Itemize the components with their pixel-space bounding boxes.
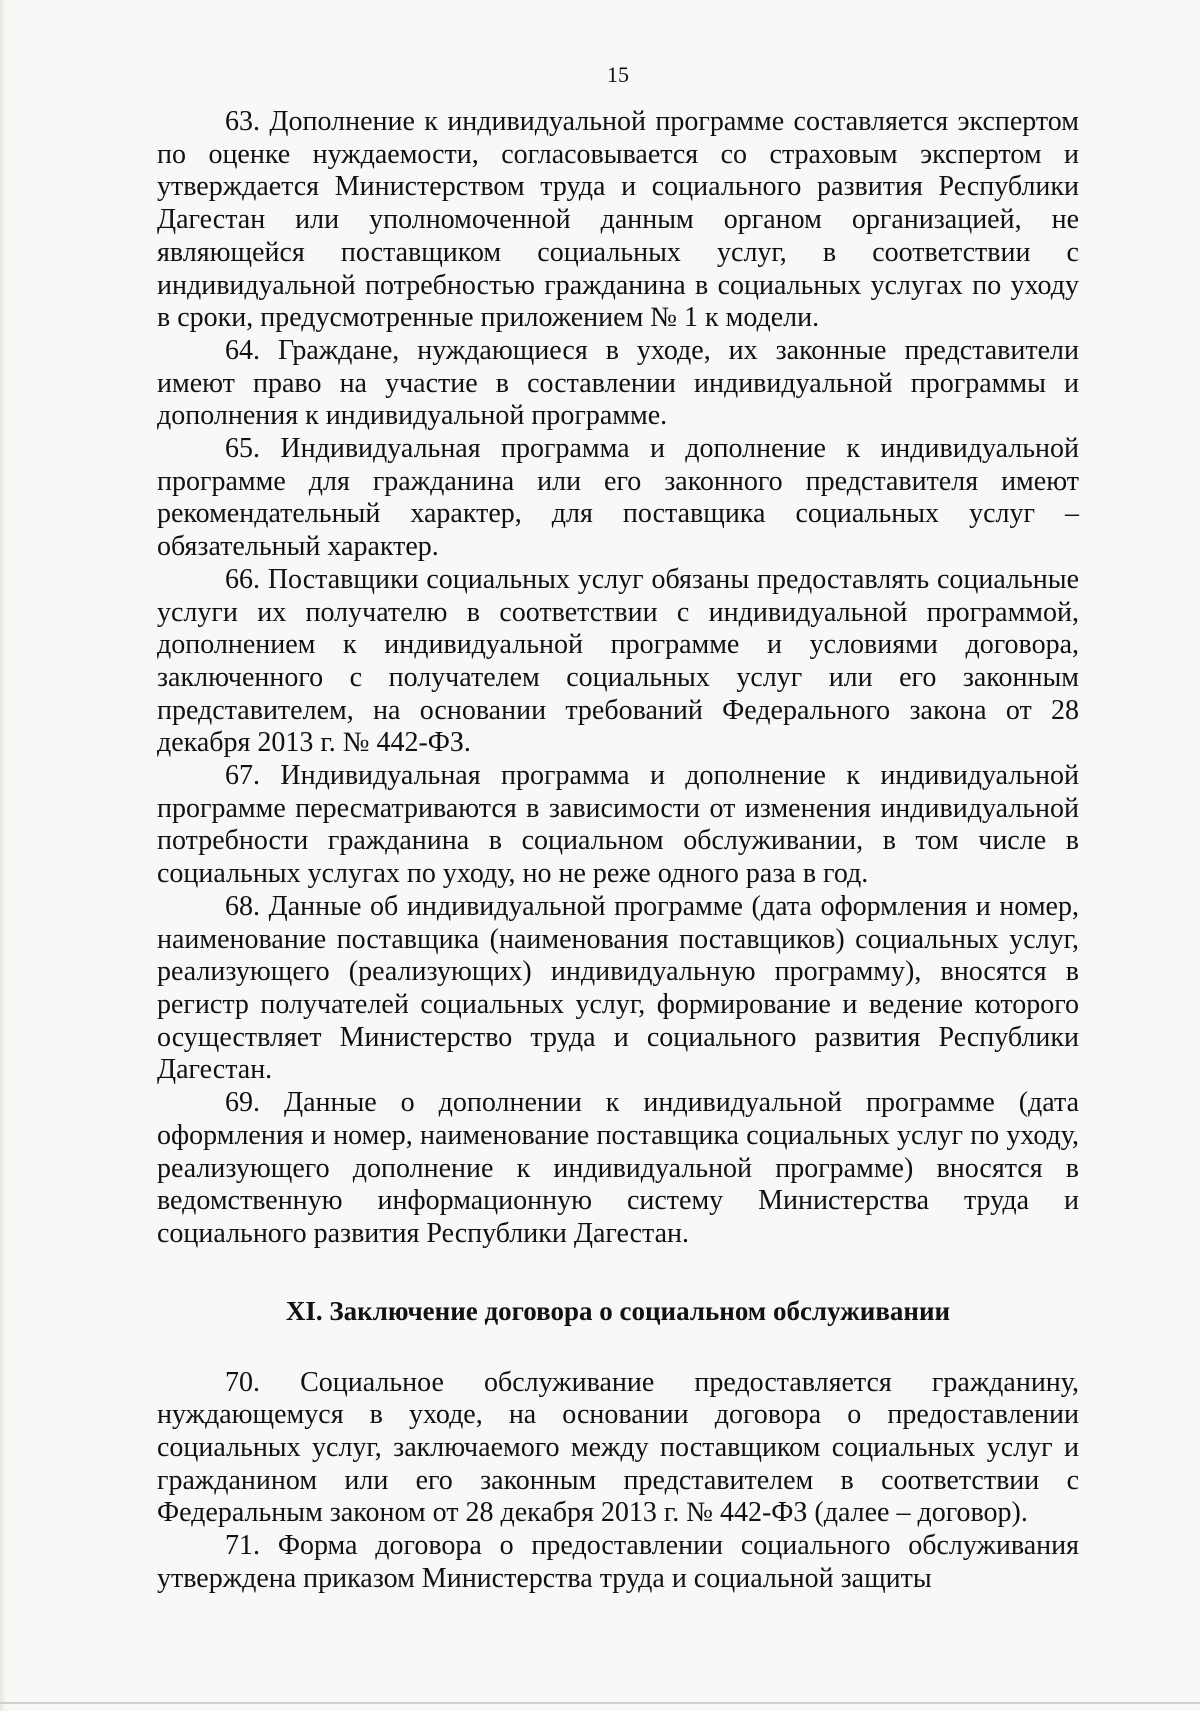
section-heading: XI. Заключение договора о социальном обслуживании [285, 1295, 951, 1326]
paragraph-67: 67. Индивидуальная программа и дополнение к индивидуальной программе пересматриваются в зависимости от изменения индивидуальной потребности гражданина в социальном обслуживании, в том числе в социальных услугах по уходу, но не реже одного раза в год. [157, 760, 1079, 890]
paragraph-63: 63. Дополнение к индивидуальной программе составляется экспертом по оценке нуждаемости, согласовывается со страховым экспертом и утверждается Министерством труда и социального развития Республики Дагестан или уполномоченной данным органом организацией, не являющейся поставщиком социальных услуг, в соответствии с индивидуальной потребностью гражданина в социальных услугах по уходу в сроки, предусмотренные приложением № 1 к модели. [157, 106, 1079, 334]
paragraph-71: 71. Форма договора о предоставлении социального обслуживания утверждена приказом Министерства труда и социальной защиты [157, 1530, 1079, 1594]
paragraph-65: 65. Индивидуальная программа и дополнение к индивидуальной программе для гражданина или его законного представителя имеют рекомендательный характер, для поставщика социальных услуг – обязательный характер. [157, 433, 1079, 563]
scan-edge-shadow [0, 0, 6, 1711]
paragraph-66: 66. Поставщики социальных услуг обязаны предоставлять социальные услуги их получателю в соответствии с индивидуальной программой, дополнением к индивидуальной программе и условиями договора, заключенного с получателем социальных услуг или его законным представителем, на основании требований Федерального закона от 28 декабря 2013 г. № 442-ФЗ. [157, 563, 1079, 759]
page-number: 15 [607, 62, 629, 87]
paragraph-64: 64. Граждане, нуждающиеся в уходе, их законные представители имеют право на участие в составлении индивидуальной программы и дополнения к индивидуальной программе. [157, 334, 1079, 432]
paragraph-70: 70. Социальное обслуживание предоставляется гражданину, нуждающемуся в уходе, на основании договора о предоставлении социальных услуг, заключаемого между поставщиком социальных услуг и гражданином или его законным представителем в соответствии с Федеральным законом от 28 декабря 2013 г. № 442-ФЗ (далее – договор). [157, 1366, 1079, 1529]
scan-bottom-line [0, 1702, 1200, 1704]
paragraph-68: 68. Данные об индивидуальной программе (дата оформления и номер, наименование поставщика (наименования поставщиков) социальных услуг, реализующего (реализующих) индивидуальную программу), вносятся в регистр получателей социальных услуг, формирование и ведение которого осуществляет Министерство труда и социального развития Республики Дагестан. [157, 890, 1079, 1086]
document-body [157, 106, 1079, 1596]
paragraph-69: 69. Данные о дополнении к индивидуальной программе (дата оформления и номер, наименование поставщика социальных услуг по уходу, реализующего дополнение к индивидуальной программе) вносятся в ведомственную информационную систему Министерства труда и социального развития Республики Дагестан. [157, 1087, 1079, 1249]
